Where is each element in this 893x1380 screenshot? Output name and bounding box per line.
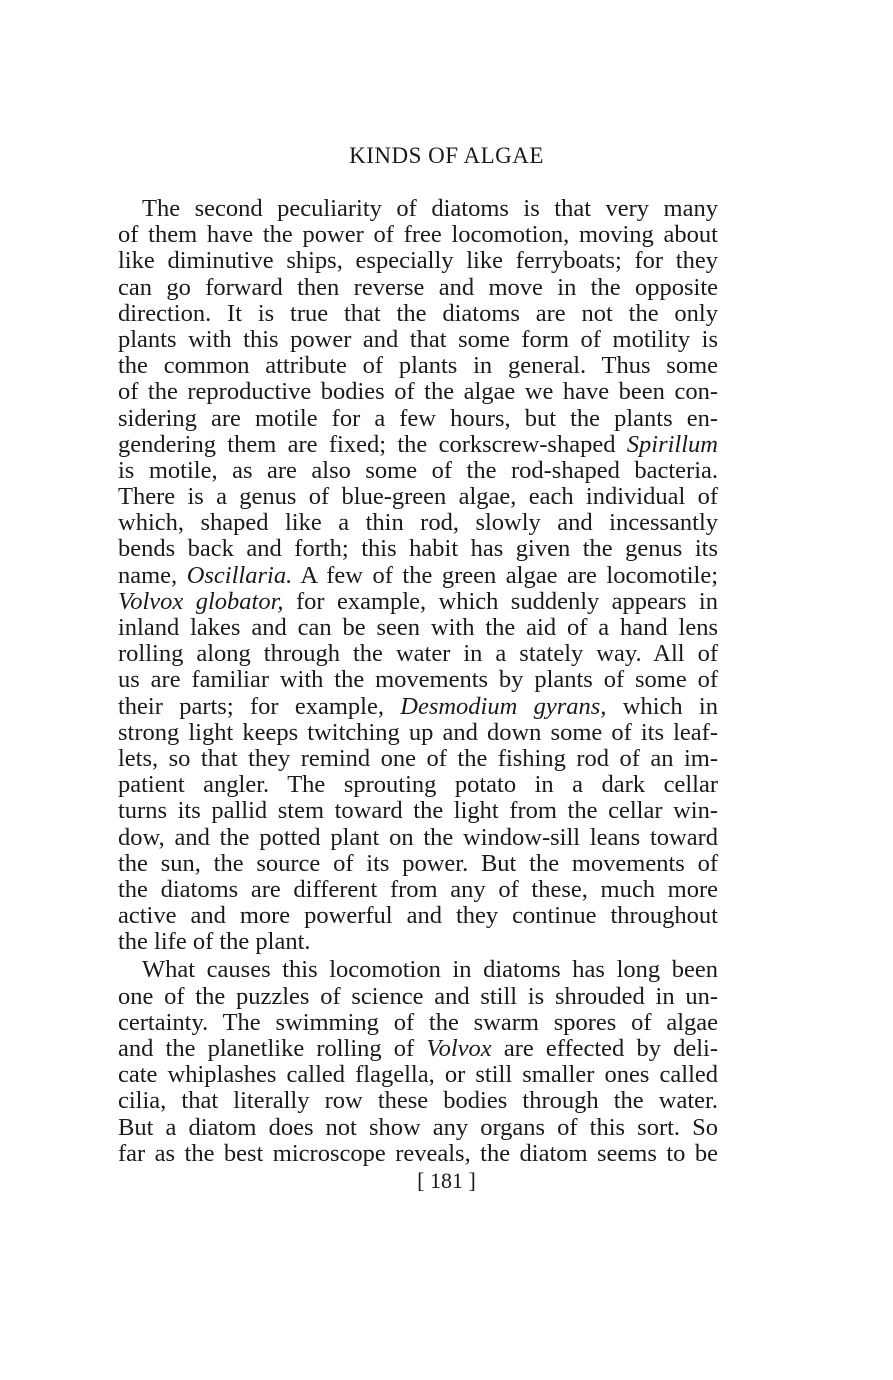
text-run: name, xyxy=(118,561,187,589)
text-run: far as the best microscope reveals, the diatom seems to be xyxy=(118,1139,718,1167)
text-run: the diatoms are different from any of these, much more xyxy=(118,875,718,903)
text-run: which in xyxy=(606,692,718,720)
text-line xyxy=(118,432,718,458)
text-line xyxy=(118,484,718,510)
text-line xyxy=(118,327,718,353)
italic-term: Volvox globator, xyxy=(118,587,284,615)
text-line xyxy=(118,1141,718,1167)
paragraph xyxy=(118,196,718,955)
text-run: The second peculiarity of diatoms is that very many xyxy=(142,195,718,222)
running-head: KINDS OF ALGAE xyxy=(349,143,544,168)
text-line xyxy=(118,1062,718,1088)
text-line xyxy=(118,798,718,824)
text-run: sidering are motile for a few hours, but the plants en- xyxy=(118,404,718,432)
text-run: one of the puzzles of science and still is shrouded in un- xyxy=(118,982,718,1010)
italic-term: Oscillaria. xyxy=(186,561,293,589)
text-run: certainty. The swimming of the swarm spores of algae xyxy=(118,1008,718,1036)
text-run: plants with this power and that some form of motility is xyxy=(118,325,718,353)
text-run: is motile, as are also some of the rod-shaped bacteria. xyxy=(118,456,718,484)
text-run: dow, and the potted plant on the window-sill leans toward xyxy=(118,823,718,851)
italic-term: Volvox xyxy=(426,1035,492,1062)
text-line xyxy=(118,720,718,746)
text-run: rolling along through the water in a stately way. All of xyxy=(118,640,718,668)
text-run: gendering them are fixed; the corkscrew-shaped xyxy=(118,430,627,458)
text-line xyxy=(118,984,718,1010)
text-run: us are familiar with the movements by plants of some of xyxy=(118,666,718,694)
text-run: bends back and forth; this habit has given the genus its xyxy=(118,535,718,563)
text-line xyxy=(118,275,718,301)
text-line xyxy=(118,563,718,589)
text-run: A few of the green algae are locomotile; xyxy=(292,561,718,589)
text-run: which, shaped like a thin rod, slowly and incessantly xyxy=(118,509,718,537)
text-run: for example, which suddenly appears in xyxy=(283,587,718,615)
text-line xyxy=(118,877,718,903)
text-line xyxy=(118,903,718,929)
text-run: like diminutive ships, especially like ferryboats; for they xyxy=(118,247,718,275)
text-line xyxy=(118,694,718,720)
text-line xyxy=(118,957,718,983)
text-run: the life of the plant. xyxy=(118,928,311,956)
text-run: strong light keeps twitching up and down some of its leaf- xyxy=(118,718,718,746)
text-run: their parts; for example, xyxy=(118,692,401,720)
text-run: of them have the power of free locomotion, moving about xyxy=(118,221,718,249)
text-line xyxy=(118,536,718,562)
text-line xyxy=(118,667,718,693)
text-run: cate whiplashes called flagella, or still smaller ones called xyxy=(118,1061,718,1089)
text-run: cilia, that literally row these bodies through the water. xyxy=(118,1087,718,1115)
text-run: What causes this locomotion in diatoms has long been xyxy=(142,956,718,984)
text-run: of the reproductive bodies of the algae we have been con- xyxy=(118,378,718,406)
text-line xyxy=(118,379,718,405)
text-line xyxy=(118,1088,718,1114)
text-run: active and more powerful and they continue throughout xyxy=(118,902,718,930)
body-text xyxy=(118,196,718,1167)
text-line xyxy=(118,458,718,484)
text-line xyxy=(118,1036,718,1062)
page-number: [ 181 ] xyxy=(417,1168,476,1193)
text-line xyxy=(118,1010,718,1036)
italic-term: Desmodium gyrans, xyxy=(400,692,607,720)
text-run: the sun, the source of its power. But the movements of xyxy=(118,849,718,877)
text-line xyxy=(118,641,718,667)
text-run: There is a genus of blue-green algae, each individual of xyxy=(118,483,718,511)
text-line xyxy=(118,772,718,798)
text-line xyxy=(118,929,718,955)
text-line xyxy=(118,1115,718,1141)
text-run: can go forward then reverse and move in the opposite xyxy=(118,273,718,301)
text-run: the common attribute of plants in general. Thus some xyxy=(118,352,718,380)
text-line xyxy=(118,222,718,248)
text-run: and the planetlike rolling of xyxy=(118,1035,427,1062)
text-line xyxy=(118,825,718,851)
text-line xyxy=(118,248,718,274)
text-line xyxy=(118,353,718,379)
text-line xyxy=(118,406,718,432)
text-line xyxy=(118,301,718,327)
text-line xyxy=(118,196,718,222)
text-run: turns its pallid stem toward the light from the cellar win- xyxy=(118,797,718,825)
text-line xyxy=(118,510,718,536)
text-line xyxy=(118,615,718,641)
text-line xyxy=(118,851,718,877)
text-run: lets, so that they remind one of the fishing rod of an im- xyxy=(118,744,718,772)
italic-term: Spirillum xyxy=(626,430,718,458)
text-run: But a diatom does not show any organs of this sort. So xyxy=(118,1113,718,1141)
text-run: direction. It is true that the diatoms are not the only xyxy=(118,299,718,327)
text-run: patient angler. The sprouting potato in a dark cellar xyxy=(118,771,718,799)
text-run: are effected by deli- xyxy=(491,1035,718,1062)
text-line xyxy=(118,746,718,772)
text-run: inland lakes and can be seen with the aid of a hand lens xyxy=(118,614,718,641)
text-line xyxy=(118,589,718,615)
paragraph xyxy=(118,957,718,1167)
